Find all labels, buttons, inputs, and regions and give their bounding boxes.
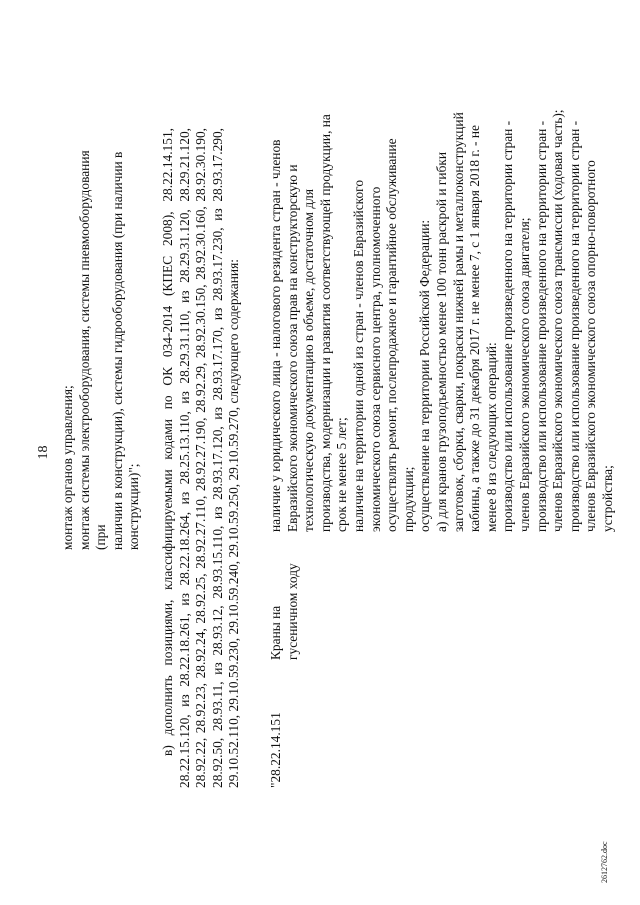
condition-paragraph: а) для кранов грузоподъемностью менее 100 тонн раскрой и гибки заготовок, сборки, сварки, покраски нижней рамы и металлоконструкций кабины, а также до 31 декабря 2017 г. не менее 7, с 1 января 2018 г. - не менее 8 из следующих операций: [433, 112, 499, 532]
production-conditions [268, 108, 616, 532]
condition-paragraph: производство или использование произведенного на территории стран - членов Евразийского экономического союза двигателя; [500, 120, 532, 532]
product-code: "28.22.14.151 [268, 712, 283, 788]
product-name: Краны на гусеничном ходу [268, 563, 300, 660]
intro-list [60, 130, 143, 550]
condition-paragraph: производство или использование произведенного на территории стран - членов Евразийского экономического союза трансмиссии (ходовая часть); [533, 109, 566, 532]
clause-text: в) дополнить позициями, классифицируемыми кодами по ОК 034-2014 (КПЕС 2008), 28.22.14.151, 28.22.15.120, из 28.22.18.261, из 28.22.18.264, из 28.25.13.110, из 28.29.31.110, из 28.29.31.120, 28.29.21.120, 28.92.22, 28.92.23, 28.92.24, 28.92.25, 28.92.27.110, 28.92.27.190, 28.92.29, 28.92.30.150, 28.92.30.160, 28.92.30.190, 28.92.50, 28.93.11, из 28.93.12, 28.93.15.110, из 28.93.17.120, из 28.93.17.170, из 28.93.17.230, из 28.93.17.290, 29.10.52.110, 29.10.59.230, 29.10.59.240, 29.10.59.250, 29.10.59.270, следующего содержания: [160, 128, 242, 788]
amendment-clause [160, 128, 243, 788]
intro-line: монтаж органов управления; [60, 385, 75, 550]
intro-line: конструкции)"; [126, 463, 142, 550]
condition-paragraph: наличие у юридического лица - налогового резидента стран - членов Евразийского экономического союза прав на конструкторскую и технологическую документацию в объеме, достаточном для производства, модернизации и развития соответствующей продукции, на срок не менее 5 лет; [268, 114, 350, 532]
condition-paragraph: производство или использование произведенного на территории стран - членов Евразийского экономического союза опорно-поворотного устройства; [566, 120, 615, 532]
intro-line: монтаж системы электрооборудования, системы пневмооборудования (при [76, 150, 109, 550]
intro-line: наличии в конструкции), системы гидрооборудования (при наличии в [109, 151, 125, 550]
page-number: 18 [36, 445, 51, 460]
condition-paragraph: осуществление на территории Российской Федерации: [417, 219, 433, 532]
condition-paragraph: наличие на территории одной из стран - членов Евразийского экономического союза сервисного центра, уполномоченного осуществлять ремонт, послепродажное и гарантийное обслуживание продукции; [350, 138, 416, 532]
document-file-code: 2612762.doc [600, 841, 609, 883]
